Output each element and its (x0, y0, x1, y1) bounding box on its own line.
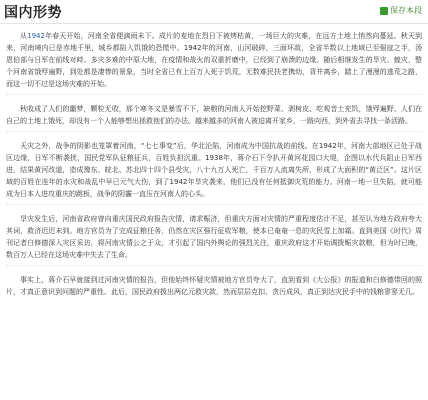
paragraph-block (6, 30, 422, 95)
paragraph-lead: 从 (20, 32, 28, 40)
paragraph: 旱灾发生后，河南省政府曾向重庆国民政府报告灾情，请求赈济，但重庆方面对灾情的严重程度估计不足，甚至认为地方政府夸大其词，救济迟迟未到。地方官员为了完成征粮任务，仍然在灾区强行征收军粮，使本已奄奄一息的灾民雪上加霜。直到美国《时代》周刊记者白修德深入灾区采访，将河南灾情公之于众，才引起了国内外舆论的强烈关注，重庆政府这才开始调拨赈灾款粮，但为时已晚，数百万人已经在这场灾难中失去了生命。 (6, 215, 422, 259)
paragraph (6, 30, 422, 90)
paragraph-block (6, 213, 422, 266)
paragraph-text: 年春天开始，河南全省便滴雨未下。成片的麦地在烈日下被烤枯黄，一场巨大的灾难，在远方土地上悄然向蔓延。秋天到来，河南境内已是赤地千里，城乡都陷入饥饿的恐慌中。1942年的河南，山河破碎，三面环敌，全省半数以上地域已至强寇之手，汤恩伯部与日军在前线对峙。多灾多难的中原大地，在疫情和战火的双重折磨中，已经到了崩溃的边缘。随后相继发生的旱灾、蝗灾，整个河南省饿殍遍野，到处都是凄惨的景象，当时全省已有上百万人死于饥荒，无数难民扶老携幼，背井离乡，踏上了漫漫的逃荒之路，而这一切不过是这场灾难的开始。 (6, 32, 423, 88)
paragraph-block (6, 140, 422, 205)
save-button-label: 保存本段 (390, 6, 422, 15)
paragraph: 秋收成了人们的噩梦，颗粒无收，那个寒冬又是暴雪不下，缺粮的河南人开始挖野菜、剥树皮、吃观音土充饥，饿殍遍野。人们在自己的土地上饿死，却没有一个人能够想出拯救他们的办法。越来越多的河南人被迫离开家乡，一路向西，到外省去寻找一条活路。 (6, 105, 422, 125)
year-link[interactable]: 1942 (27, 32, 45, 40)
paragraph: 天灾之外，战争的阴影也笼罩着河南，“七七事变”后，华北沦陷，河南成为中国抗战的前线。在1942年，河南大部地区已处于战区边缘，日军不断袭扰，国民党军队征粮征兵，百姓负担沉重。1938年，蒋介石下令扒开黄河花园口大堤，企图以水代兵阻止日军西进，结果黄河改道，造成豫东、皖北、苏北四十四个县受灾，八十九万人死亡，千百万人流离失所，形成了大面积的“黄泛区”。这片区域的百姓在连年的水灾和战乱中早已元气大伤，到了1942年旱灾袭来，他们已没有任何抵御灾荒的能力。河南一地一旦失陷，就可能成为日本人进攻重庆的跳板，战争的阴霾一直压在河南人的心头。 (6, 142, 422, 198)
save-paragraph-button[interactable] (380, 5, 422, 16)
paragraph-block (6, 103, 422, 132)
paragraph: 事实上，蒋介石早就接到过河南灾情的报告，但他始终怀疑灾情被地方官员夸大了，直到看到《大公报》的报道和白修德带回的照片，才真正意识到问题的严重性。此后，国民政府拨出两亿元救灾款，然而层层克扣、贪污成风，真正到达灾民手中的钱粮寥寥无几。 (6, 276, 422, 296)
page-title: 国内形势 (4, 5, 62, 21)
article-body (0, 24, 428, 302)
section-header (0, 0, 428, 24)
save-icon (380, 7, 388, 15)
paragraph-block (6, 274, 422, 302)
